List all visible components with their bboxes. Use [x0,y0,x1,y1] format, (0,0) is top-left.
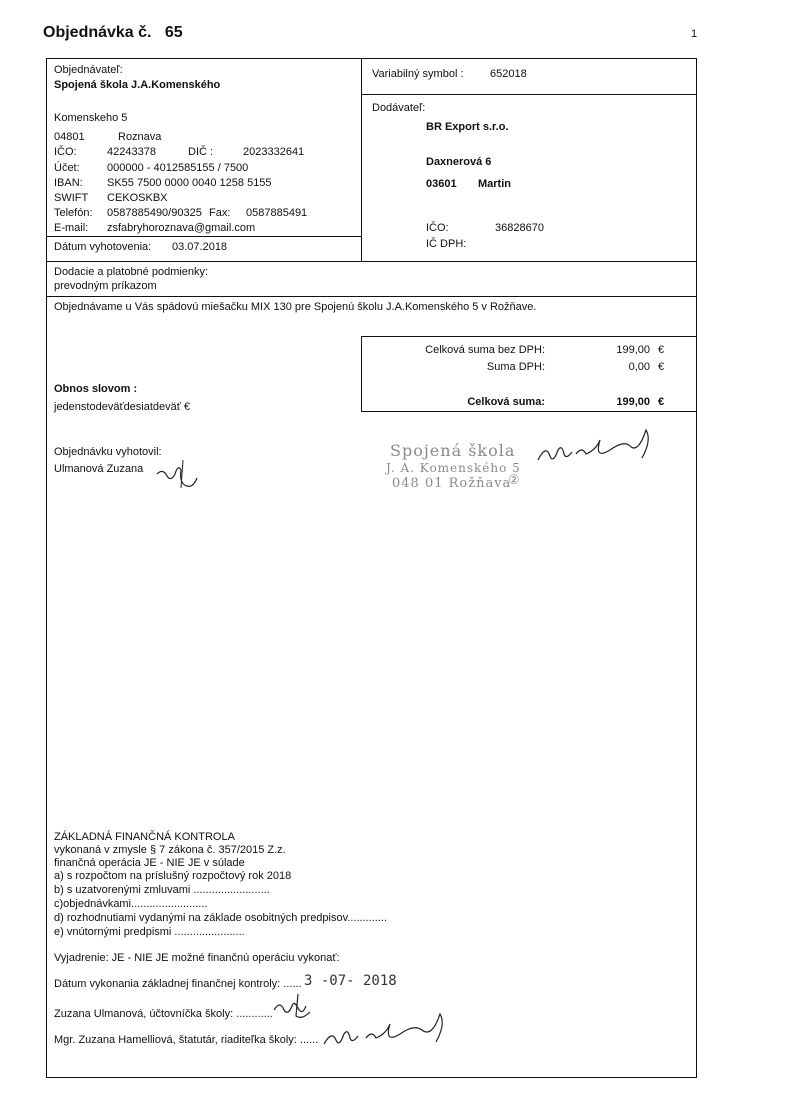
supplier-ico-label: IČO: [426,222,449,234]
buyer-fax-label: Fax: [209,207,231,219]
buyer-account: 000000 - 4012585155 / 7500 [107,162,249,174]
control-b: b) s uzatvorenými zmluvami ......................... [54,884,270,896]
issue-date-label: Dátum vyhotovenia: [54,241,152,253]
buyer-zip: 04801 [54,131,85,143]
buyer-dic-label: DIČ : [188,146,214,158]
buyer-ico-label: IČO: [54,146,77,158]
words-label: Obnos slovom : [54,383,138,395]
buyer-dic: 2023332641 [243,146,305,158]
buyer-ico: 42243378 [107,146,156,158]
stamp-mark: ② [508,473,521,488]
vat-label: Suma DPH: [486,361,545,373]
control-a: a) s rozpočtom na príslušný rozpočtový rok 2018 [54,870,292,882]
control-line1: vykonaná v zmysle § 7 zákona č. 357/2015 Z.z. [54,844,286,856]
net-currency: € [658,344,665,356]
variable-symbol: 652018 [490,68,527,80]
director-signature [322,1016,462,1052]
buyer-email-label: E-mail: [54,222,89,234]
total-currency: € [658,396,665,408]
buyer-iban: SK55 7500 0000 0040 1258 5155 [107,177,272,189]
total-amount: 199,00 [616,396,650,408]
variable-symbol-label: Variabilný symbol : [372,68,464,80]
terms-label: Dodacie a platobné podmienky: [54,266,209,278]
control-date-stamp: 3 -07- 2018 [304,973,397,989]
words-value: jedenstodeväťdesiatdeväť € [54,401,191,413]
control-line2: finančná operácia JE - NIE JE v súlade [54,857,245,869]
supplier-street: Daxnerová 6 [426,156,492,168]
stamp-line2: J. A. Komenského 5 [386,461,521,475]
buyer-city: Roznava [118,131,162,143]
total-label: Celková suma: [467,396,545,408]
control-statement: Vyjadrenie: JE - NIE JE možné finančnú operáciu vykonať: [54,952,340,964]
buyer-fax: 0587885491 [246,207,308,219]
buyer-street: Komenskeho 5 [54,112,128,124]
prepared-name: Ulmanová Zuzana [54,463,144,475]
accountant-signature [270,992,330,1022]
document-title [43,24,183,42]
director-signature-top [536,432,666,472]
net-amount: 199,00 [616,344,650,356]
net-label: Celková suma bez DPH: [425,344,545,356]
issue-date: 03.07.2018 [172,241,228,253]
stamp-line1: Spojená škola [390,441,516,460]
director-line: Mgr. Zuzana Hamelliová, štatutár, riaditeľka školy: ...... [54,1034,319,1046]
buyer-account-label: Účet: [54,162,80,174]
accountant-line: Zuzana Ulmanová, účtovníčka školy: ............ [54,1008,273,1020]
stamp-line3: 048 01 Rožňava [392,476,512,491]
supplier-label: Dodávateľ: [372,102,426,114]
vat-currency: € [658,361,665,373]
control-date-label: Dátum vykonania základnej finančnej kontroly: ...... [54,978,302,990]
buyer-swift-label: SWIFT [54,192,89,204]
buyer-phone: 0587885490/90325 [107,207,202,219]
title-text: Objednávka č. [43,24,152,41]
control-c: c)objednávkami......................... [54,898,208,910]
control-title: ZÁKLADNÁ FINANČNÁ KONTROLA [54,831,235,843]
control-e: e) vnútornými predpismi ....................... [54,926,245,938]
buyer-name: Spojená škola J.A.Komenského [54,79,221,91]
prepared-signature [155,452,205,492]
supplier-ico: 36828670 [495,222,544,234]
supplier-icdph-label: IČ DPH: [426,238,467,250]
prepared-label: Objednávku vyhotovil: [54,446,162,458]
order-text: Objednávame u Vás spádovú miešačku MIX 130 pre Spojenú školu J.A.Komenského 5 v Rožňave. [54,301,537,313]
buyer-iban-label: IBAN: [54,177,83,189]
supplier-zip: 03601 [426,178,457,190]
order-number: 65 [164,24,183,41]
vat-amount: 0,00 [628,361,650,373]
control-d: d) rozhodnutiami vydanými na základe osobitných predpisov............. [54,912,388,924]
buyer-label: Objednávateľ: [54,64,123,76]
buyer-phone-label: Telefón: [54,207,93,219]
supplier-name: BR Export s.r.o. [426,121,509,133]
terms-value: prevodným príkazom [54,280,157,292]
buyer-swift: CEKOSKBX [107,192,168,204]
supplier-city: Martin [478,178,511,190]
buyer-email: zsfabryhoroznava@gmail.com [107,222,256,234]
page-number: 1 [691,28,698,40]
